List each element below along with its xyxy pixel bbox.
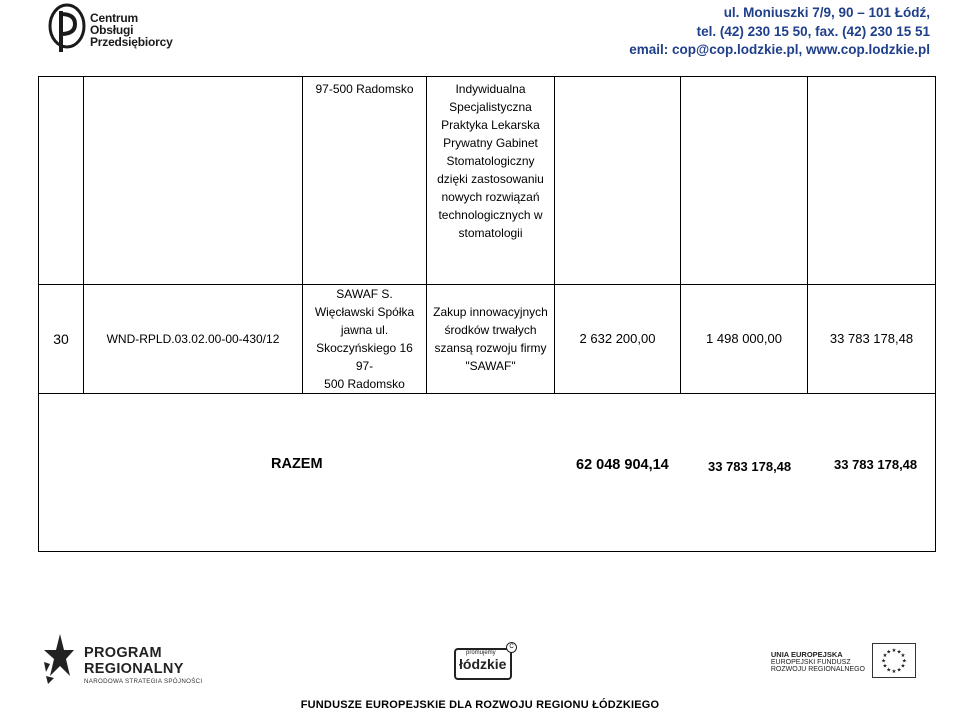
title-line: Prywatny Gabinet [443, 136, 538, 150]
eu-line3: ROZWOJU REGIONALNEGO [770, 666, 865, 673]
program-line2: REGIONALNY [84, 661, 184, 677]
eu-star-icon: ★ [891, 648, 897, 655]
eu-flag-icon [872, 643, 916, 678]
title-line: Specjalistyczna [449, 100, 532, 114]
title-line: stomatologii [458, 226, 523, 240]
contact-email[interactable]: email: cop@cop.lodzkie.pl, www.cop.lodzkie.pl [629, 42, 930, 57]
eu-star-icon: ★ [882, 653, 888, 660]
title-line: Praktyka Lekarska [441, 118, 540, 132]
table-row [39, 77, 936, 285]
logo-line1: Centrum [90, 11, 138, 25]
program-line3: NARODOWA STRATEGIA SPÓJNOŚCI [84, 678, 203, 685]
beneficiary-cell: 97-500 Radomsko [303, 77, 427, 285]
program-regionalny-logo [84, 645, 202, 685]
summary-row [39, 394, 936, 552]
eu-star-icon: ★ [886, 649, 892, 656]
summary-total: 62 048 904,14 [576, 457, 669, 473]
logo-line3: Przedsiębiorcy [90, 35, 173, 49]
summary-eligible: 33 783 178,48 [708, 459, 792, 474]
program-line1: PROGRAM [84, 645, 162, 661]
eligible-value-cell [681, 77, 808, 285]
cumulative-cell [808, 77, 936, 285]
title-line: dzięki zastosowaniu [437, 172, 544, 186]
eu-star-icon: ★ [900, 653, 906, 660]
total-value-cell: 2 632 200,00 [555, 285, 681, 394]
eu-star-icon: ★ [900, 663, 906, 670]
title-line: Zakup innowacyjnych [433, 305, 548, 319]
beneficiary-line: SAWAF S. [336, 287, 393, 301]
title-line: Stomatologiczny [446, 154, 535, 168]
beneficiary-cell [303, 285, 427, 394]
projects-table [38, 76, 936, 552]
eligible-value-cell: 1 498 000,00 [681, 285, 808, 394]
lp-cell [39, 77, 84, 285]
lodzkie-big-text: łódzkie [459, 656, 507, 672]
total-value-cell [555, 77, 681, 285]
eu-star-icon: ★ [886, 667, 892, 674]
eu-star-icon: ★ [881, 658, 887, 665]
eu-fund-text [771, 650, 865, 673]
promujemy-lodzkie-logo [454, 644, 516, 680]
title-line: środków trwałych [444, 323, 537, 337]
cop-logo-text [90, 12, 173, 48]
summary-label: RAZEM [271, 456, 323, 472]
contact-address: ul. Moniuszki 7/9, 90 – 101 Łódź, [723, 5, 930, 20]
beneficiary-line: 500 Radomsko [324, 377, 405, 391]
program-star-logo-icon [40, 632, 76, 684]
lp-cell: 30 [39, 285, 84, 394]
eu-star-icon: ★ [896, 649, 902, 656]
title-line: szansą rozwoju firmy [434, 341, 547, 355]
lodzkie-small-text: promujemy [466, 650, 496, 656]
title-line: Indywidualna [455, 82, 526, 96]
cop-logo-icon [48, 2, 86, 54]
title-line: nowych rozwiązań [441, 190, 540, 204]
cumulative-cell: 33 783 178,48 [808, 285, 936, 394]
title-cell [427, 285, 555, 394]
footer-funds-text: FUNDUSZE EUROPEJSKIE DLA ROZWOJU REGIONU ŁÓDZKIEGO [300, 699, 660, 711]
title-line: technologicznych w [438, 208, 543, 222]
eu-star-icon: ★ [896, 667, 902, 674]
title-cell [427, 77, 555, 285]
eu-line2: EUROPEJSKI FUNDUSZ [770, 659, 851, 666]
number-cell: WND-RPLD.03.02.00-00-430/12 [84, 285, 303, 394]
eu-line1: UNIA EUROPEJSKA [770, 650, 843, 659]
contact-phone: tel. (42) 230 15 50, fax. (42) 230 15 51 [696, 23, 930, 39]
beneficiary-line: jawna ul. [340, 323, 389, 337]
eu-star-icon: ★ [891, 668, 897, 675]
logo-line2: Obsługi [90, 23, 134, 37]
summary-cell [39, 394, 936, 552]
summary-cumulative: 33 783 178,48 [834, 457, 918, 472]
title-line: "SAWAF" [465, 359, 516, 373]
eu-star-icon: ★ [901, 658, 907, 665]
contact-info [629, 4, 930, 60]
eu-star-icon: ★ [882, 663, 888, 670]
cop-logo [48, 2, 173, 62]
beneficiary-line: Więcławski Spółka [314, 305, 415, 319]
table-row [39, 285, 936, 394]
number-cell [84, 77, 303, 285]
copyright-icon: C [506, 642, 517, 653]
beneficiary-line: Skoczyńskiego 16 97- [316, 341, 413, 373]
